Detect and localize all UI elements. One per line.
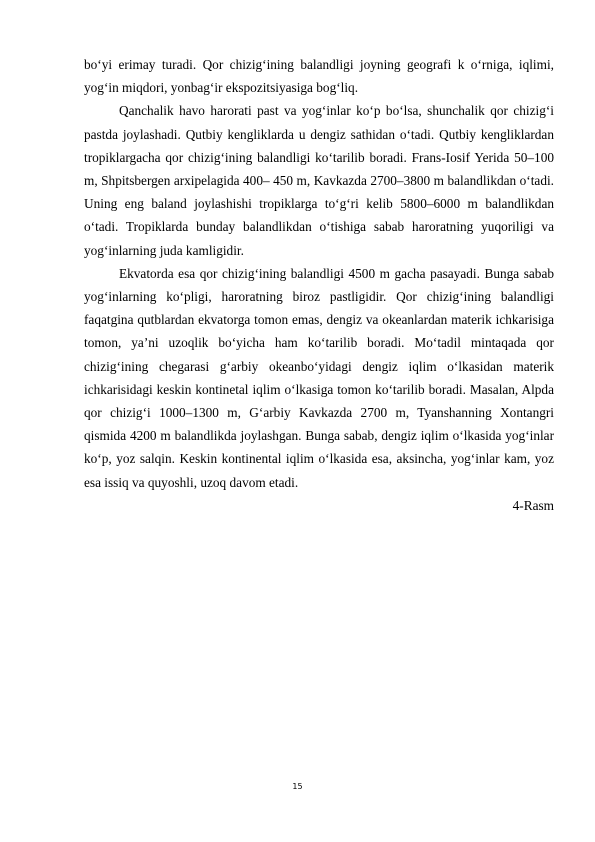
body-text: [84, 53, 554, 517]
figure-caption: 4-Rasm: [512, 497, 554, 513]
paragraph-equator-snow-line: Ekvatorda esa qor chizig‘ining balandligi 4500 m gacha pasayadi. Bunga sabab yog‘inlarning ko‘pligi, haroratning biroz pastligidir. Qor chizig‘ining balandligi faqatgina qutblardan ekvatorga tomon emas, dengiz va okeanlardan materik ichkarisiga tomon, ya’ni uzoqlik bo‘yicha ham ko‘tarilib boradi. Mo‘tadil mintaqada qor chizig‘ining chegarasi g‘arbiy okeanbo‘yidagi dengiz iqlim o‘lkasidan materik ichkarisidagi keskin kontinetal iqlim o‘lkasiga tomon ko‘tarilib boradi. Masalan, Alpda qor chizig‘i 1000–1300 m, G‘arbiy Kavkazda 2700 m, Tyanshanning Xontangri qismida 4200 m balandlikda joylashgan. Bunga sabab, dengiz iqlim o‘lkasida yog‘inlar ko‘p, yoz salqin. Keskin kontinental iqlim o‘lkasida esa, aksincha, yog‘inlar kam, yoz esa issiq va quyoshli, uzoq davom etadi.: [84, 265, 554, 490]
paragraph-continuation: bo‘yi erimay turadi. Qor chizig‘ining balandligi joyning geografi k o‘rniga, iqlimi, yog‘in miqdori, yonbag‘ir ekspozitsiyasiga bog‘liq.: [84, 57, 554, 96]
paragraph-snow-line-height: Qanchalik havo harorati past va yog‘inlar ko‘p bo‘lsa, shunchalik qor chizig‘i pastda joylashadi. Qutbiy kengliklarda u dengiz sathidan o‘tadi. Qutbiy kengliklardan tropiklargacha qor chizig‘ining balandligi ko‘tarilib boradi. Frans-Iosif Yerida 50–100 m, Shpitsbergen arxipelagida 400– 450 m, Kavkazda 2700–3800 m balandlikdan o‘tadi. Uning eng baland joylashishi tropiklarga to‘g‘ri kelib 5800–6000 m balandlikdan o‘tadi. Tropiklarda bunday balandlikdan o‘tishiga sabab haroratning yuqoriligi va yog‘inlarning juda kamligidir.: [84, 103, 554, 258]
page-number: 15: [292, 782, 303, 791]
